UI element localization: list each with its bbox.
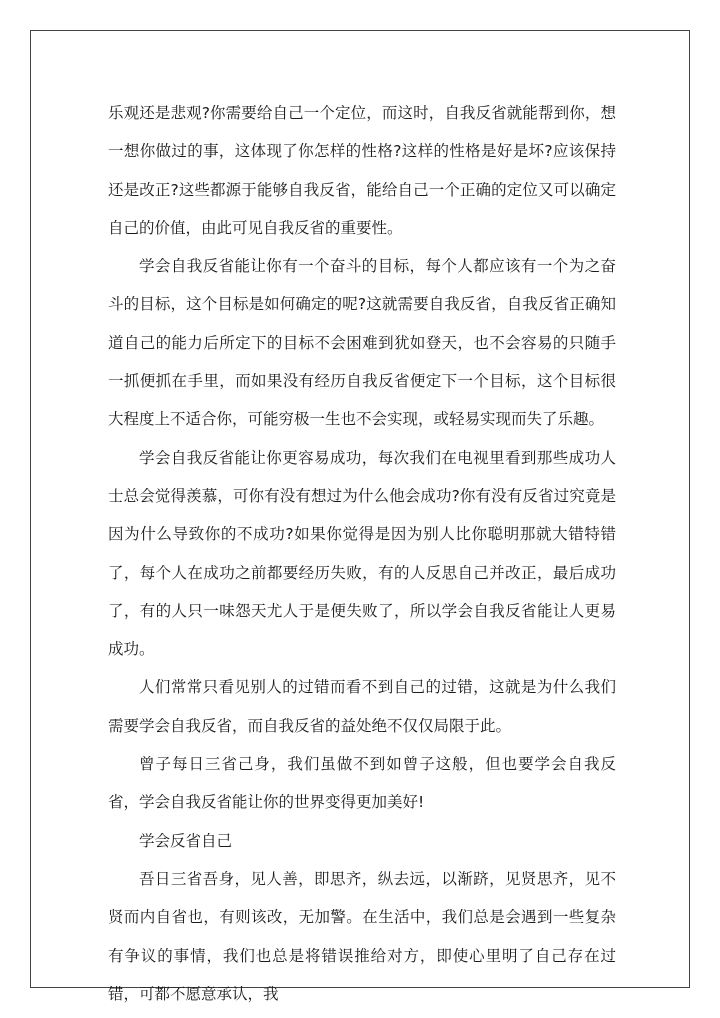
- section-heading: 学会反省自己: [139, 831, 233, 850]
- paragraph-zengzi: 曾子每日三省己身，我们虽做不到如曾子这般，但也要学会自我反省，学会自我反省能让你的世界变得更加美好!: [108, 755, 616, 812]
- paragraph-goal-setting: 学会自我反省能让你有一个奋斗的目标，每个人都应该有一个为之奋斗的目标，这个目标是如何确定的呢?这就需要自我反省，自我反省正确知道自己的能力后所定下的目标不会困难到犹如登天，也不会容易的只随手一抓便抓在手里，而如果没有经历自我反省便定下一个目标，这个目标很大程度上不适合你，可能穷极一生也不会实现，或轻易实现而失了乐趣。: [108, 257, 616, 429]
- paragraph-self-positioning: 乐观还是悲观?你需要给自己一个定位，而这时，自我反省就能帮到你，想一想你做过的事，这体现了你怎样的性格?这样的性格是好是坏?应该保持还是改正?这些都源于能够自我反省，能给自己一个正确的定位又可以确定自己的价值，由此可见自我反省的重要性。: [108, 104, 616, 237]
- document-body: [108, 94, 616, 1013]
- paragraph-success: 学会自我反省能让你更容易成功，每次我们在电视里看到那些成功人士总会觉得羡慕，可你有没有想过为什么他会成功?你有没有反省过究竟是因为什么导致你的不成功?如果你觉得是因为别人比你聪明那就大错特错了，每个人在成功之前都要经历失败，有的人反思自己并改正，最后成功了，有的人只一味怨天尤人于是便失败了，所以学会自我反省能让人更易成功。: [108, 448, 616, 659]
- paragraph-daily-reflection: 吾日三省吾身，见人善，即思齐，纵去远，以渐跻，见贤思齐，见不贤而内自省也，有则该改，无加警。在生活中，我们总是会遇到一些复杂有争议的事情，我们也总是将错误推给对方，即使心里明了自己存在过错，可都不愿意承认，我: [108, 869, 616, 1003]
- paragraph-seeing-faults: 人们常常只看见别人的过错而看不到自己的过错，这就是为什么我们需要学会自我反省，而自我反省的益处绝不仅仅局限于此。: [108, 678, 616, 735]
